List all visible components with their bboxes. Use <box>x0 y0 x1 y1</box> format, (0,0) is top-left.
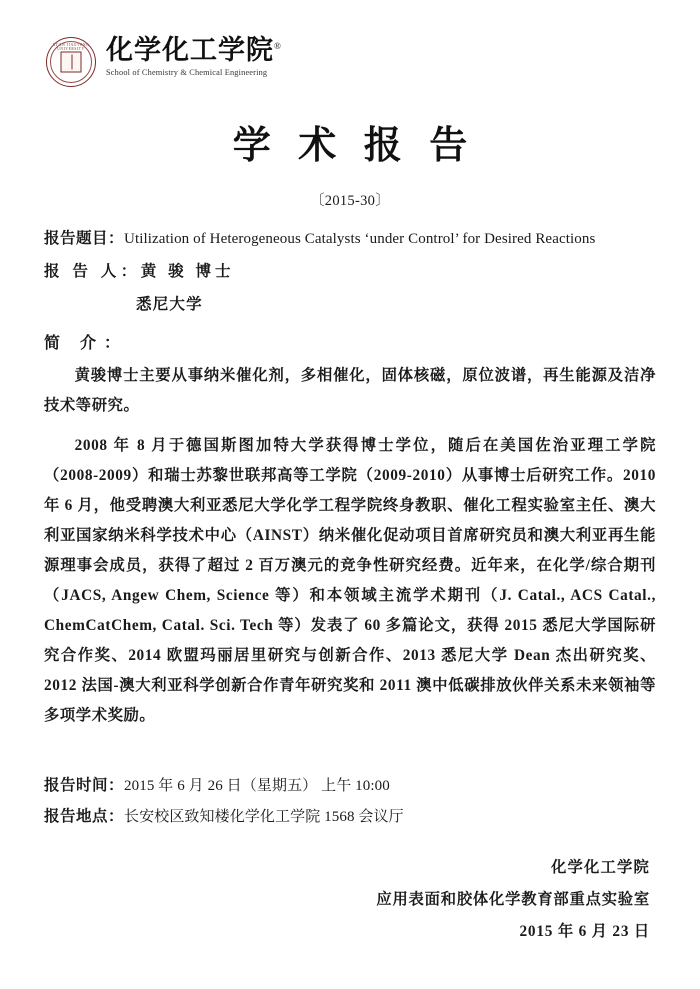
intro-paragraph-2: 2008 年 8 月于德国斯图加特大学获得博士学位，随后在美国佐治亚理工学院（2008-2009）和瑞士苏黎世联邦高等工学院（2009-2010）从事博士后研究工作。2010 年 6 月，他受聘澳大利亚悉尼大学化学工程学院终身教职、催化工程实验室主任、澳大利亚国家纳米科学技术中心（AINST）纳米催化促动项目首席研究员和澳大利亚再生能源理事会成员，获得了超过 2 百万澳元的竞争性研究经费。近年来，在化学/综合期刊（JACS, Angew Chem, Science 等）和本领域主流学术期刊（J. Catal., ACS Catal., ChemCatChem, Catal. Sci. Tech 等）发表了 60 多篇论文，获得 2015 悉尼大学国际研究合作奖、2014 欧盟玛丽居里研究与创新合作、2013 悉尼大学 Dean 杰出研究奖、2012 法国-澳大利亚科学创新合作青年研究奖和 2011 澳中低碳排放伙伴关系未来领袖等多项学术奖励。 <box>44 437 656 724</box>
field-topic-label: 报告题目： <box>44 230 125 247</box>
institution-name-cn-text: 化学化工学院 <box>106 35 274 65</box>
field-topic <box>44 226 656 248</box>
signature-line-2: 应用表面和胶体化学教育部重点实验室 <box>376 891 650 908</box>
field-speaker-label: 报 告 人： <box>44 263 141 280</box>
seal-arc-text: XI'AN JIAOTONG UNIVERSITY <box>52 43 90 51</box>
institution-name-cn <box>106 36 281 65</box>
university-seal-icon <box>46 37 96 87</box>
field-topic-value: Utilization of Heterogeneous Catalysts ‘under Control’ for Desired Reactions <box>124 231 596 247</box>
field-time-value: 2015 年 6 月 26 日（星期五） 上午 10:00 <box>124 778 390 794</box>
signature-block <box>44 852 656 948</box>
institution-name-en: School of Chemistry & Chemical Engineering <box>106 68 268 78</box>
page-title: 学 术 报 告 <box>232 125 477 167</box>
field-intro-label: 简 介： <box>44 335 129 352</box>
intro-paragraph-1: 黄骏博士主要从事纳米催化剂，多相催化，固体核磁，原位波谱，再生能源及洁净技术等研究。 <box>44 367 656 414</box>
field-place-label: 报告地点： <box>44 808 125 825</box>
field-place <box>44 804 656 826</box>
announcement-fields <box>44 226 656 353</box>
seal-inner-glyph <box>61 52 82 73</box>
document-number: 〔2015-30〕 <box>309 193 391 209</box>
field-speaker-value: 黄 骏 博士 <box>140 263 235 280</box>
event-meta <box>44 773 656 826</box>
field-speaker-affiliation: 悉尼大学 <box>136 296 203 313</box>
signature-date: 2015 年 6 月 23 日 <box>519 923 650 940</box>
registered-mark: ® <box>274 41 281 51</box>
signature-line-1: 化学化工学院 <box>551 859 650 876</box>
institution-header <box>44 36 656 92</box>
field-time <box>44 773 656 795</box>
institution-name-block <box>106 36 281 77</box>
field-speaker <box>44 259 656 281</box>
field-time-label: 报告时间： <box>44 777 125 794</box>
field-place-value: 长安校区致知楼化学化工学院 1568 会议厅 <box>124 809 404 825</box>
